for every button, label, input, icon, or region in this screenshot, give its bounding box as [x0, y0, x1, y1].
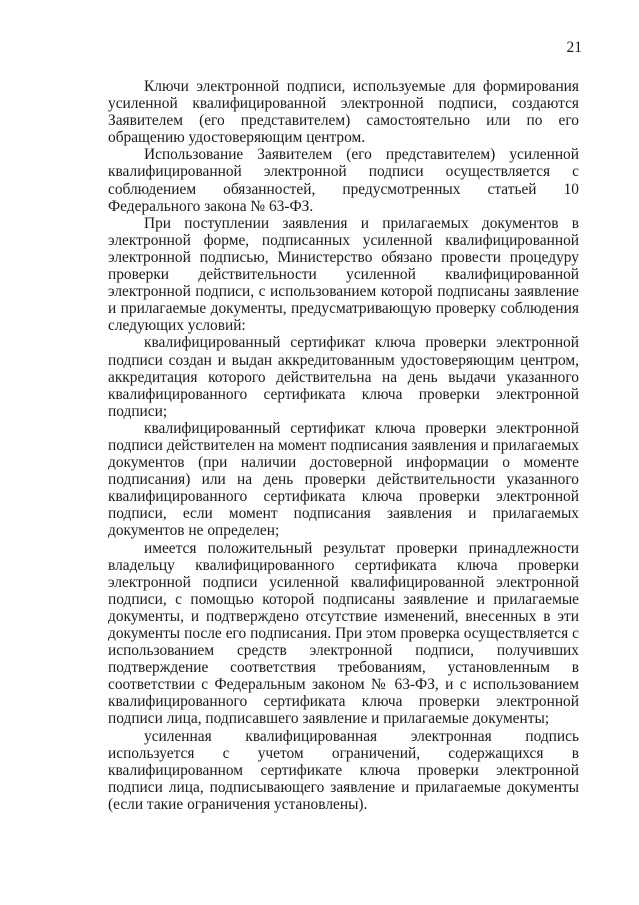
paragraph-condition-restrictions: усиленная квалифицированная электронная подпись используется с учетом ограничений, содержащихся в квалифицированном сертификате ключа проверки электронной подписи лица, подписывающего заявление и прилагаемые документы (если такие ограничения установлены).	[108, 727, 579, 813]
paragraph-signature-verification: При поступлении заявления и прилагаемых документов в электронной форме, подписанных усиленной квалифицированной электронной подписью, Министерство обязано провести процедуру проверки действительности усиленной квалифицированной электронной подписи, с использованием которой подписаны заявление и прилагаемые документы, предусматривающую проверку соблюдения следующих условий:	[108, 214, 579, 335]
paragraph-condition-verification-result: имеется положительный результат проверки принадлежности владельцу квалифицированного сертификата ключа проверки электронной подписи усиленной квалифицированной электронной подписи, с помощью которой подписаны заявление и прилагаемые документы, и подтверждено отсутствие изменений, внесенных в эти документы после его подписания. При этом проверка осуществляется с использованием средств электронной подписи, получивших подтверждение соответствия требованиям, установленным в соответствии с Федеральным законом № 63-ФЗ, и с использованием квалифицированного сертификата ключа проверки электронной подписи лица, подписавшего заявление и прилагаемые документы;	[108, 539, 579, 728]
paragraph-condition-certificate-valid: квалифицированный сертификат ключа проверки электронной подписи действителен на момент подписания заявления и прилагаемых документов (при наличии достоверной информации о моменте подписания) или на день проверки действительности указанного квалифицированного сертификата ключа проверки электронной подписи, если момент подписания заявления и прилагаемых документов не определен;	[108, 419, 579, 540]
paragraph-signature-keys: Ключи электронной подписи, используемые для формирования усиленной квалифицированной электронной подписи, создаются Заявителем (его представителем) самостоятельно или по его обращению удостоверяющим центром.	[108, 78, 579, 147]
page-number: 21	[566, 39, 582, 56]
paragraph-condition-certificate-issued: квалифицированный сертификат ключа проверки электронной подписи создан и выдан аккредитованным удостоверяющим центром, аккредитация которого действительна на день выдачи указанного квалифицированного сертификата ключа проверки электронной подписи;	[108, 334, 579, 420]
document-body	[108, 78, 579, 813]
paragraph-signature-usage: Использование Заявителем (его представителем) усиленной квалифицированной электронной подписи осуществляется с соблюдением обязанностей, предусмотренных статьей 10 Федерального закона № 63-ФЗ.	[108, 146, 579, 215]
